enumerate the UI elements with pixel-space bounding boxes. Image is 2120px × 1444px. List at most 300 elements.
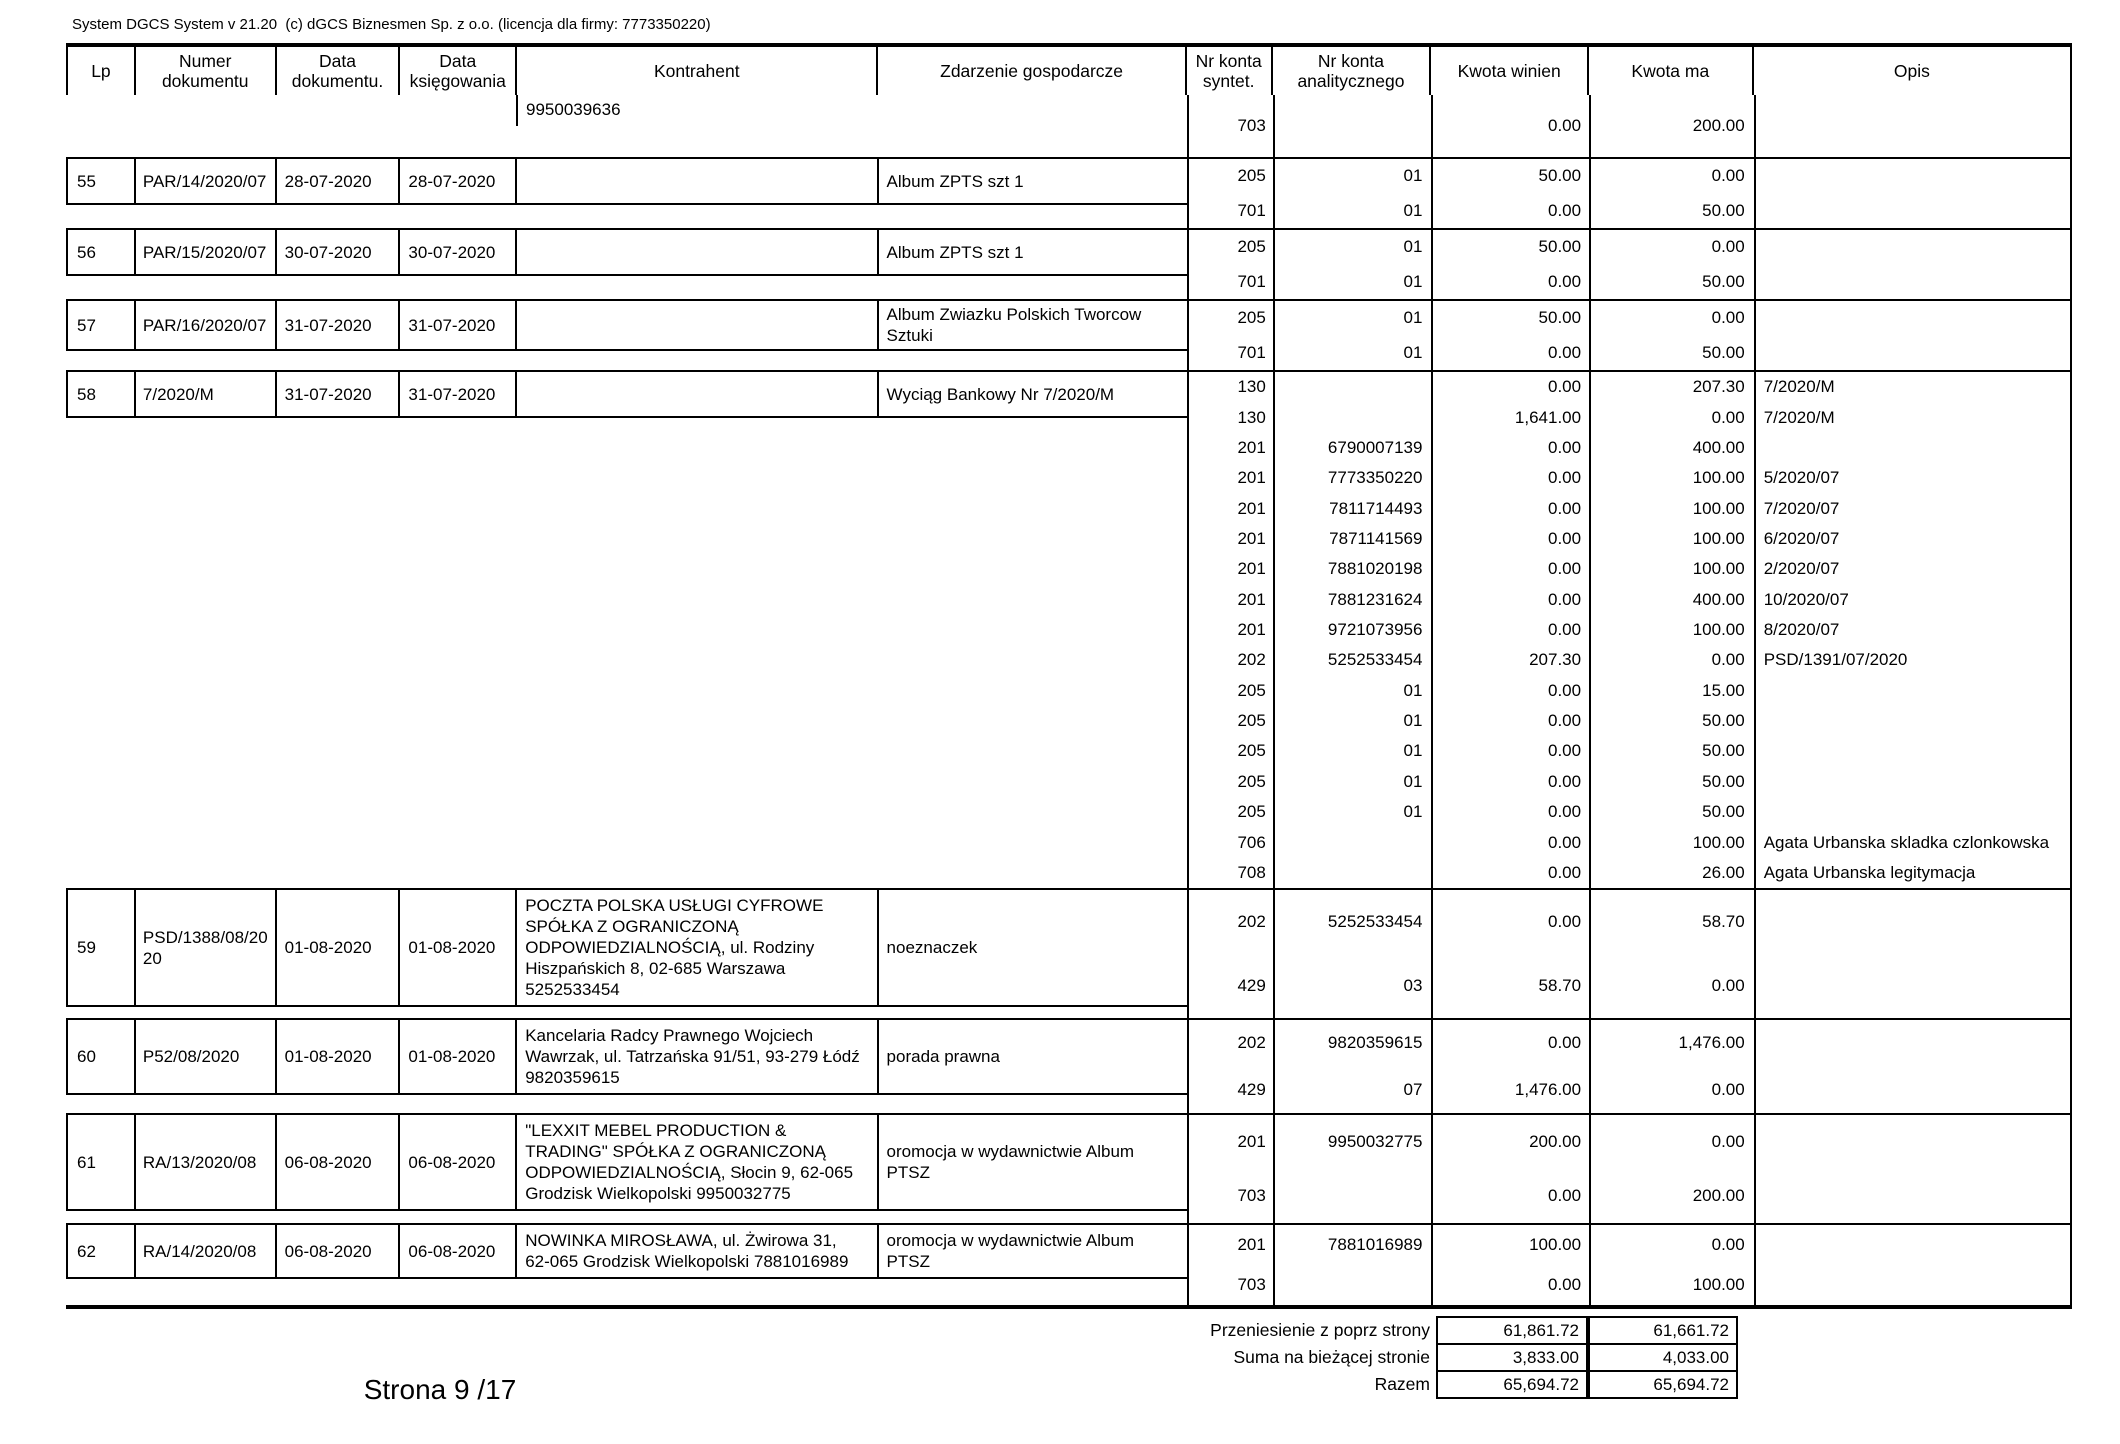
cell-opis <box>1754 1115 2070 1169</box>
cell-data-ksiegowania: 01-08-2020 <box>400 1020 517 1093</box>
account-line-row <box>1187 1169 2070 1223</box>
cell-kontrahent: POCZTA POLSKA USŁUGI CYFROWE SPÓŁKA Z OGRANICZONĄ ODPOWIEDZIALNOŚCIĄ, ul. Rodziny Hiszpańskich 8, 02-685 Warszawa 5252533454 <box>517 890 878 1005</box>
account-line-row <box>1187 230 2070 265</box>
cell-opis: 7/2020/M <box>1754 402 2070 432</box>
account-line-row <box>1187 736 2070 766</box>
cell-konto-analityczne: 07 <box>1273 1067 1432 1114</box>
cell-konto-syntet: 703 <box>1187 1265 1273 1305</box>
cell-konto-analityczne: 7881231624 <box>1273 585 1432 615</box>
cell-kontrahent <box>517 372 878 416</box>
cell-konto-analityczne <box>1273 95 1432 157</box>
summary-kwota-winien: 65,694.72 <box>1436 1370 1588 1399</box>
account-line-row <box>1187 645 2070 675</box>
cell-kwota-winien: 200.00 <box>1431 1115 1589 1169</box>
cell-konto-syntet: 205 <box>1187 159 1273 194</box>
account-line-row <box>1187 336 2070 371</box>
cell-konto-syntet: 202 <box>1187 890 1273 954</box>
cell-konto-analityczne: 01 <box>1273 676 1432 706</box>
account-line-row <box>1187 301 2070 336</box>
cell-kwota-ma: 100.00 <box>1589 463 1754 493</box>
document-box <box>66 1225 1187 1279</box>
document-info <box>66 159 1187 228</box>
cell-konto-syntet: 130 <box>1187 402 1273 432</box>
cell-opis: 5/2020/07 <box>1754 463 2070 493</box>
summary-kwota-ma: 65,694.72 <box>1588 1370 1738 1399</box>
cell-data-dokumentu: 01-08-2020 <box>277 1020 401 1093</box>
document-box <box>66 1020 1187 1095</box>
account-lines <box>1187 890 2072 1018</box>
summary-kwota-winien: 3,833.00 <box>1436 1343 1588 1372</box>
account-line-row <box>1187 1265 2070 1305</box>
cell-opis <box>1754 954 2070 1018</box>
cell-konto-syntet: 201 <box>1187 615 1273 645</box>
cell-opis <box>1754 194 2070 229</box>
cell-konto-analityczne: 7881020198 <box>1273 554 1432 584</box>
cell-kwota-winien: 0.00 <box>1431 265 1589 300</box>
cell-kwota-ma: 200.00 <box>1589 95 1754 157</box>
system-header: System DGCS System v 21.20 (c) dGCS Biznesmen Sp. z o.o. (licencja dla firmy: 7773350220) <box>72 16 711 33</box>
cell-kwota-ma: 0.00 <box>1589 230 1754 265</box>
cell-lp: 61 <box>68 1115 136 1209</box>
document-group-56 <box>66 228 2072 299</box>
cell-data-ksiegowania: 06-08-2020 <box>400 1115 517 1209</box>
cell-lp: 55 <box>68 159 136 203</box>
cell-kwota-winien: 0.00 <box>1431 194 1589 229</box>
cell-numer-dokumentu: PAR/16/2020/07 <box>136 301 277 349</box>
cell-opis <box>1754 1225 2070 1265</box>
cell-opis <box>1754 890 2070 954</box>
cell-opis <box>1754 706 2070 736</box>
document-group-55 <box>66 157 2072 228</box>
cell-konto-syntet: 703 <box>1187 1169 1273 1223</box>
cell-kwota-ma: 200.00 <box>1589 1169 1754 1223</box>
account-line-row <box>1187 797 2070 827</box>
cell-kwota-ma: 26.00 <box>1589 858 1754 888</box>
cell-kwota-winien: 0.00 <box>1431 706 1589 736</box>
cell-numer-dokumentu: RA/13/2020/08 <box>136 1115 277 1209</box>
account-line-row <box>1187 402 2070 432</box>
account-line-row <box>1187 194 2070 229</box>
cell-kwota-winien: 0.00 <box>1431 585 1589 615</box>
table-header-row <box>66 43 2072 95</box>
cell-zdarzenie: porada prawna <box>886 1047 1000 1066</box>
cell-kontrahent: "LEXXIT MEBEL PRODUCTION & TRADING" SPÓŁKA Z OGRANICZONĄ ODPOWIEDZIALNOŚCIĄ, Słocin 9, 62-065 Grodzisk Wielkopolski 9950032775 <box>517 1115 878 1209</box>
cell-konto-syntet: 201 <box>1187 524 1273 554</box>
table-body <box>66 95 2072 1309</box>
document-box <box>66 1115 1187 1211</box>
cell-kwota-ma: 100.00 <box>1589 615 1754 645</box>
cell-kwota-winien: 58.70 <box>1431 954 1589 1018</box>
cell-numer-dokumentu: RA/14/2020/08 <box>136 1225 277 1277</box>
summary-kwota-ma: 4,033.00 <box>1588 1343 1738 1372</box>
cell-opis: 8/2020/07 <box>1754 615 2070 645</box>
cell-data-ksiegowania: 30-07-2020 <box>400 230 517 274</box>
cell-opis <box>1754 95 2070 157</box>
cell-opis <box>1754 433 2070 463</box>
summary-label: Razem <box>1374 1374 1430 1394</box>
cell-konto-analityczne: 9820359615 <box>1273 1020 1432 1067</box>
document-box <box>66 301 1187 351</box>
cell-kwota-winien: 1,641.00 <box>1431 402 1589 432</box>
cell-kwota-winien: 0.00 <box>1431 797 1589 827</box>
cell-lp: 62 <box>68 1225 136 1277</box>
account-line-row <box>1187 1020 2070 1067</box>
col-header-zdarzenie: Zdarzenie gospodarcze <box>878 47 1186 95</box>
cell-zdarzenie: Wyciąg Bankowy Nr 7/2020/M <box>886 384 1115 404</box>
cell-konto-analityczne: 01 <box>1273 797 1432 827</box>
cell-kwota-ma: 0.00 <box>1589 1225 1754 1265</box>
account-lines <box>1187 372 2072 888</box>
cell-kwota-ma: 50.00 <box>1589 736 1754 766</box>
cell-konto-syntet: 706 <box>1187 827 1273 857</box>
cell-kwota-ma: 400.00 <box>1589 585 1754 615</box>
cell-opis: 7/2020/07 <box>1754 493 2070 523</box>
cell-kwota-ma: 0.00 <box>1589 954 1754 1018</box>
col-header-konto-analityczne: Nr konta analitycznego <box>1273 47 1432 95</box>
cell-numer-dokumentu: PAR/14/2020/07 <box>136 159 277 203</box>
document-info <box>66 1225 1187 1305</box>
document-info <box>66 1020 1187 1113</box>
summary-row-page-total <box>66 1343 1738 1372</box>
col-header-kwota-ma: Kwota ma <box>1589 47 1754 95</box>
cell-data-dokumentu: 06-08-2020 <box>277 1115 401 1209</box>
cell-konto-syntet: 202 <box>1187 1020 1273 1067</box>
account-line-row <box>1187 463 2070 493</box>
cell-data-dokumentu: 31-07-2020 <box>277 301 401 349</box>
cell-kontrahent-continued: 9950039636 <box>516 95 878 126</box>
account-lines <box>1187 301 2072 370</box>
cell-konto-analityczne <box>1273 372 1432 402</box>
document-info <box>66 230 1187 299</box>
cell-kwota-ma: 50.00 <box>1589 706 1754 736</box>
cell-opis <box>1754 676 2070 706</box>
account-line-row <box>1187 858 2070 888</box>
cell-konto-syntet: 201 <box>1187 554 1273 584</box>
cell-opis <box>1754 336 2070 371</box>
document-group-60 <box>66 1018 2072 1113</box>
cell-konto-analityczne <box>1273 402 1432 432</box>
cell-opis: PSD/1391/07/2020 <box>1754 645 2070 675</box>
account-line-row <box>1187 159 2070 194</box>
col-header-data-dokumentu: Data dokumentu. <box>277 47 401 95</box>
cell-kwota-ma: 1,476.00 <box>1589 1020 1754 1067</box>
cell-kwota-winien: 50.00 <box>1431 159 1589 194</box>
summary-label: Przeniesienie z poprz strony <box>1210 1320 1430 1340</box>
cell-kwota-winien: 50.00 <box>1431 301 1589 336</box>
cell-konto-analityczne: 01 <box>1273 736 1432 766</box>
cell-opis: 10/2020/07 <box>1754 585 2070 615</box>
cell-konto-syntet: 429 <box>1187 954 1273 1018</box>
cell-kwota-ma: 50.00 <box>1589 797 1754 827</box>
cell-konto-syntet: 205 <box>1187 676 1273 706</box>
cell-konto-analityczne: 01 <box>1273 194 1432 229</box>
cell-opis <box>1754 1169 2070 1223</box>
account-line-row <box>1187 524 2070 554</box>
account-line-row <box>1187 585 2070 615</box>
col-header-konto-syntet: Nr konta syntet. <box>1187 47 1273 95</box>
cell-opis: 7/2020/M <box>1754 372 2070 402</box>
cell-kwota-ma: 100.00 <box>1589 1265 1754 1305</box>
cell-zdarzenie: noeznaczek <box>886 938 978 957</box>
cell-data-ksiegowania: 31-07-2020 <box>400 372 517 416</box>
cell-opis <box>1754 1067 2070 1114</box>
cell-kwota-winien: 0.00 <box>1431 890 1589 954</box>
cell-kwota-winien: 0.00 <box>1431 554 1589 584</box>
cell-opis <box>1754 797 2070 827</box>
cell-data-ksiegowania: 06-08-2020 <box>400 1225 517 1277</box>
cell-data-ksiegowania: 01-08-2020 <box>400 890 517 1005</box>
account-lines <box>1187 230 2072 299</box>
cell-kontrahent <box>517 301 878 349</box>
account-line-row <box>1187 554 2070 584</box>
cell-konto-syntet: 201 <box>1187 433 1273 463</box>
account-line-row <box>1187 95 2070 157</box>
cell-zdarzenie: oromocja w wydawnictwie Album PTSZ <box>886 1142 1135 1182</box>
cell-kwota-winien: 0.00 <box>1431 676 1589 706</box>
document-info <box>66 1115 1187 1223</box>
cell-kwota-winien: 0.00 <box>1431 827 1589 857</box>
cell-kwota-winien: 0.00 <box>1431 433 1589 463</box>
cell-kontrahent <box>517 230 878 274</box>
account-line-row <box>1187 493 2070 523</box>
cell-konto-analityczne: 6790007139 <box>1273 433 1432 463</box>
cell-kwota-ma: 207.30 <box>1589 372 1754 402</box>
cell-kwota-winien: 50.00 <box>1431 230 1589 265</box>
cell-numer-dokumentu: PSD/1388/08/2020 <box>136 890 277 1005</box>
cell-opis <box>1754 159 2070 194</box>
cell-konto-analityczne: 01 <box>1273 336 1432 371</box>
document-group-58 <box>66 370 2072 888</box>
account-line-row <box>1187 1067 2070 1114</box>
cell-kontrahent <box>517 159 878 203</box>
carryover-doc <box>66 95 1187 157</box>
cell-konto-syntet: 708 <box>1187 858 1273 888</box>
cell-kwota-winien: 0.00 <box>1431 1020 1589 1067</box>
cell-konto-syntet: 701 <box>1187 336 1273 371</box>
cell-konto-syntet: 201 <box>1187 1225 1273 1265</box>
cell-numer-dokumentu: 7/2020/M <box>136 372 277 416</box>
cell-konto-syntet: 205 <box>1187 706 1273 736</box>
cell-konto-syntet: 205 <box>1187 767 1273 797</box>
document-info <box>66 301 1187 370</box>
document-group-61 <box>66 1113 2072 1223</box>
cell-kwota-ma: 0.00 <box>1589 1115 1754 1169</box>
cell-konto-analityczne: 5252533454 <box>1273 645 1432 675</box>
document-group-59 <box>66 888 2072 1018</box>
account-line-row <box>1187 433 2070 463</box>
cell-data-dokumentu: 30-07-2020 <box>277 230 401 274</box>
cell-kwota-winien: 0.00 <box>1431 372 1589 402</box>
document-info <box>66 890 1187 1018</box>
cell-kwota-winien: 1,476.00 <box>1431 1067 1589 1114</box>
cell-kwota-ma: 0.00 <box>1589 402 1754 432</box>
cell-lp: 60 <box>68 1020 136 1093</box>
cell-konto-analityczne <box>1273 858 1432 888</box>
cell-opis <box>1754 265 2070 300</box>
cell-kwota-winien: 100.00 <box>1431 1225 1589 1265</box>
cell-kwota-winien: 0.00 <box>1431 615 1589 645</box>
cell-numer-dokumentu: PAR/15/2020/07 <box>136 230 277 274</box>
account-lines <box>1187 1020 2072 1113</box>
cell-opis <box>1754 301 2070 336</box>
cell-kwota-winien: 0.00 <box>1431 463 1589 493</box>
col-header-opis: Opis <box>1893 61 1930 81</box>
cell-konto-syntet: 201 <box>1187 493 1273 523</box>
col-header-numer-dokumentu: Numer dokumentu <box>136 47 277 95</box>
cell-konto-analityczne: 7871141569 <box>1273 524 1432 554</box>
document-info <box>66 372 1187 888</box>
document-box <box>66 159 1187 205</box>
cell-konto-syntet: 701 <box>1187 265 1273 300</box>
cell-opis: 6/2020/07 <box>1754 524 2070 554</box>
document-group-62 <box>66 1223 2072 1305</box>
account-line-row <box>1187 615 2070 645</box>
cell-konto-syntet: 202 <box>1187 645 1273 675</box>
account-line-row <box>1187 767 2070 797</box>
cell-zdarzenie: Album ZPTS szt 1 <box>886 242 1024 262</box>
cell-kwota-ma: 100.00 <box>1589 554 1754 584</box>
cell-konto-syntet: 205 <box>1187 230 1273 265</box>
cell-konto-syntet: 130 <box>1187 372 1273 402</box>
cell-konto-syntet: 205 <box>1187 797 1273 827</box>
cell-konto-analityczne: 9950032775 <box>1273 1115 1432 1169</box>
cell-konto-analityczne: 7773350220 <box>1273 463 1432 493</box>
cell-konto-analityczne: 7881016989 <box>1273 1225 1432 1265</box>
cell-konto-syntet: 429 <box>1187 1067 1273 1114</box>
cell-konto-analityczne <box>1273 1169 1432 1223</box>
cell-kwota-ma: 50.00 <box>1589 265 1754 300</box>
cell-lp: 57 <box>68 301 136 349</box>
cell-opis <box>1754 767 2070 797</box>
cell-kwota-winien: 0.00 <box>1431 1169 1589 1223</box>
cell-kwota-ma: 0.00 <box>1589 301 1754 336</box>
cell-konto-syntet: 201 <box>1187 1115 1273 1169</box>
cell-konto-analityczne: 01 <box>1273 301 1432 336</box>
cell-konto-syntet: 201 <box>1187 585 1273 615</box>
col-header-lp: Lp <box>68 47 136 95</box>
cell-konto-analityczne: 5252533454 <box>1273 890 1432 954</box>
cell-konto-analityczne: 01 <box>1273 706 1432 736</box>
cell-kwota-ma: 100.00 <box>1589 493 1754 523</box>
cell-kwota-ma: 50.00 <box>1589 336 1754 371</box>
cell-data-dokumentu: 06-08-2020 <box>277 1225 401 1277</box>
cell-kwota-ma: 0.00 <box>1589 645 1754 675</box>
summary-label: Suma na bieżącej stronie <box>1233 1347 1430 1367</box>
cell-konto-analityczne: 9721073956 <box>1273 615 1432 645</box>
document-group-57 <box>66 299 2072 370</box>
cell-konto-analityczne <box>1273 827 1432 857</box>
cell-opis <box>1754 230 2070 265</box>
cell-kwota-winien: 0.00 <box>1431 767 1589 797</box>
cell-konto-syntet: 205 <box>1187 736 1273 766</box>
cell-kwota-winien: 0.00 <box>1431 736 1589 766</box>
account-lines <box>1187 1225 2072 1305</box>
account-line-row <box>1187 827 2070 857</box>
cell-kwota-ma: 50.00 <box>1589 194 1754 229</box>
cell-data-dokumentu: 01-08-2020 <box>277 890 401 1005</box>
cell-data-dokumentu: 31-07-2020 <box>277 372 401 416</box>
cell-konto-syntet: 701 <box>1187 194 1273 229</box>
cell-lp: 59 <box>68 890 136 1005</box>
cell-kwota-winien: 0.00 <box>1431 95 1589 157</box>
cell-opis <box>1754 1265 2070 1305</box>
cell-kwota-ma: 0.00 <box>1589 1067 1754 1114</box>
cell-konto-analityczne: 7811714493 <box>1273 493 1432 523</box>
cell-kwota-winien: 0.00 <box>1431 858 1589 888</box>
account-line-row <box>1187 676 2070 706</box>
cell-konto-analityczne: 01 <box>1273 159 1432 194</box>
cell-opis: Agata Urbanska legitymacja <box>1754 858 2070 888</box>
cell-opis <box>1754 736 2070 766</box>
cell-kwota-ma: 0.00 <box>1589 159 1754 194</box>
cell-zdarzenie: Album ZPTS szt 1 <box>886 171 1024 191</box>
account-line-row <box>1187 372 2070 402</box>
cell-data-dokumentu: 28-07-2020 <box>277 159 401 203</box>
account-line-row <box>1187 706 2070 736</box>
cell-lp: 58 <box>68 372 136 416</box>
cell-kwota-ma: 15.00 <box>1589 676 1754 706</box>
summary-row-carryover <box>66 1316 1738 1345</box>
account-line-row <box>1187 954 2070 1018</box>
col-header-kontrahent: Kontrahent <box>517 47 878 95</box>
document-box <box>66 230 1187 276</box>
cell-kwota-ma: 400.00 <box>1589 433 1754 463</box>
cell-zdarzenie: Album Zwiazku Polskich Tworcow Sztuki <box>886 305 1142 345</box>
cell-kwota-ma: 58.70 <box>1589 890 1754 954</box>
cell-konto-analityczne <box>1273 1265 1432 1305</box>
cell-konto-analityczne: 01 <box>1273 767 1432 797</box>
cell-kontrahent: NOWINKA MIROSŁAWA, ul. Żwirowa 31, 62-065 Grodzisk Wielkopolski 7881016989 <box>517 1225 878 1277</box>
cell-opis: Agata Urbanska skladka czlonkowska <box>1754 827 2070 857</box>
summary-kwota-ma: 61,661.72 <box>1588 1316 1738 1345</box>
cell-opis <box>1754 1020 2070 1067</box>
cell-zdarzenie: oromocja w wydawnictwie Album PTSZ <box>886 1231 1135 1271</box>
account-lines <box>1187 1115 2072 1223</box>
account-line-row <box>1187 1225 2070 1265</box>
cell-kwota-winien: 207.30 <box>1431 645 1589 675</box>
cell-kontrahent: Kancelaria Radcy Prawnego Wojciech Wawrzak, ul. Tatrzańska 91/51, 93-279 Łódź 9820359615 <box>517 1020 878 1093</box>
account-lines <box>1187 159 2072 228</box>
cell-konto-syntet: 703 <box>1187 95 1273 157</box>
col-header-kwota-winien: Kwota winien <box>1431 47 1589 95</box>
cell-kwota-winien: 0.00 <box>1431 336 1589 371</box>
cell-konto-analityczne: 03 <box>1273 954 1432 1018</box>
cell-konto-syntet: 201 <box>1187 463 1273 493</box>
cell-data-ksiegowania: 31-07-2020 <box>400 301 517 349</box>
cell-lp: 56 <box>68 230 136 274</box>
carryover-group <box>66 95 2072 157</box>
cell-kwota-winien: 0.00 <box>1431 493 1589 523</box>
cell-kwota-ma: 100.00 <box>1589 827 1754 857</box>
cell-kwota-winien: 0.00 <box>1431 524 1589 554</box>
cell-kwota-winien: 0.00 <box>1431 1265 1589 1305</box>
cell-konto-syntet: 205 <box>1187 301 1273 336</box>
cell-konto-analityczne: 01 <box>1273 265 1432 300</box>
cell-opis: 2/2020/07 <box>1754 554 2070 584</box>
document-box <box>66 372 1187 418</box>
document-box <box>66 890 1187 1007</box>
cell-data-ksiegowania: 28-07-2020 <box>400 159 517 203</box>
summary-kwota-winien: 61,861.72 <box>1436 1316 1588 1345</box>
page-number: Strona 9 /17 <box>363 1374 517 1405</box>
cell-numer-dokumentu: P52/08/2020 <box>136 1020 277 1093</box>
cell-kwota-ma: 50.00 <box>1589 767 1754 797</box>
account-line-row <box>1187 1115 2070 1169</box>
account-line-row <box>1187 265 2070 300</box>
cell-konto-analityczne: 01 <box>1273 230 1432 265</box>
cell-kwota-ma: 100.00 <box>1589 524 1754 554</box>
ledger-table <box>66 43 2072 1309</box>
